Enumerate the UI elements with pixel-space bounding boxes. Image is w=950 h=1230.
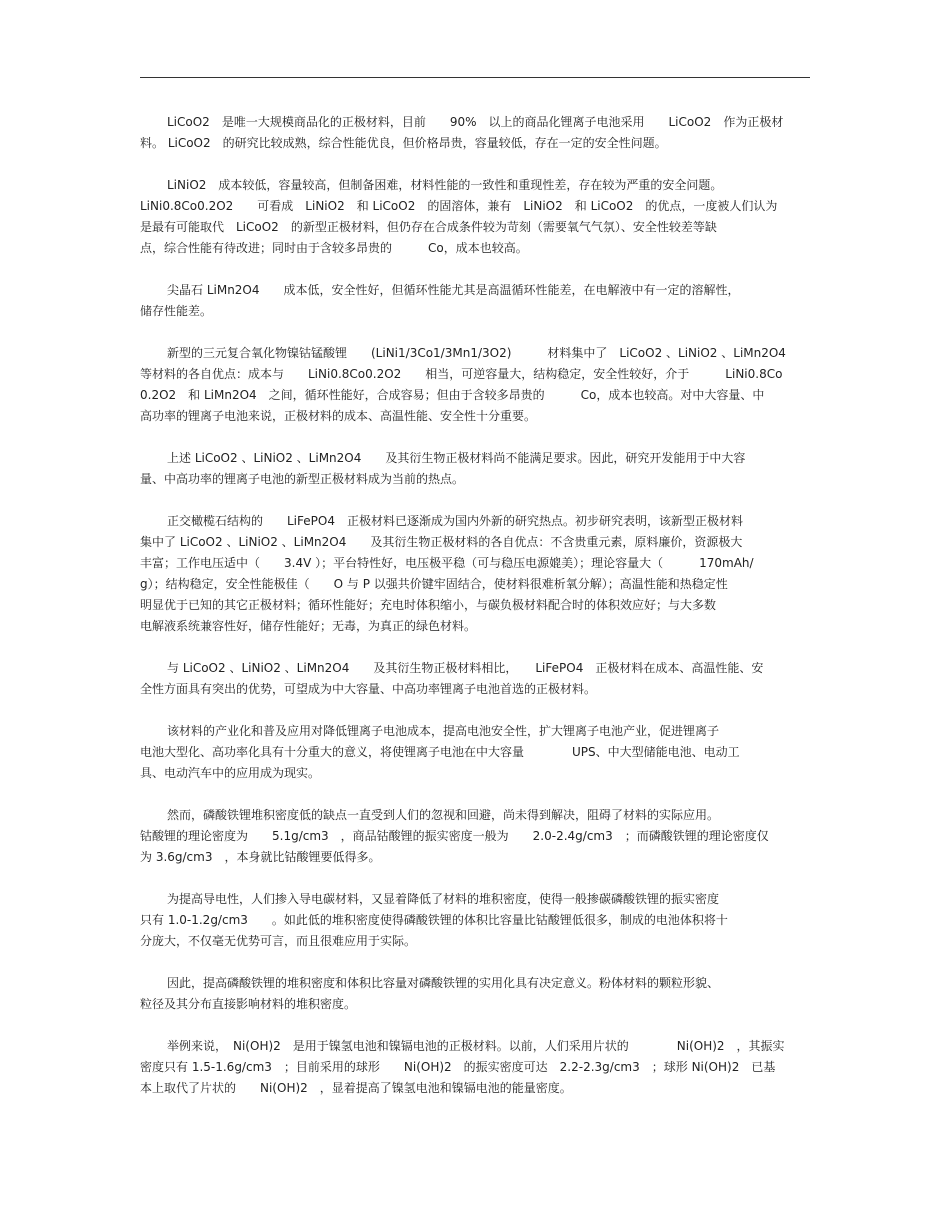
paragraph-lifepo4: [140, 511, 810, 637]
text-line: 该材料的产业化和普及应用对降低锂离子电池成本，提高电池安全性，扩大锂离子电池产业，促进锂离子: [167, 724, 720, 738]
text-line: 与 LiCoO2 、LiNiO2 、LiMn2O4 及其衍生物正极材料相比， LiFePO4 正极材料在成本、高温性能、安: [167, 661, 764, 675]
text-line: 具、电动汽车中的应用成为现实。: [140, 766, 321, 780]
document-body: [140, 112, 810, 1120]
text-line: 量、中高功率的锂离子电池的新型正极材料成为当前的热点。: [140, 472, 465, 486]
text-line: 高功率的锂离子电池来说，正极材料的成本、高温性能、安全性十分重要。: [140, 409, 537, 423]
text-line: 储存性能差。: [140, 304, 213, 318]
text-line: 为提高导电性，人们掺入导电碳材料，又显着降低了材料的堆积密度，使得一般掺碳磷酸铁锂的振实密度: [167, 892, 720, 906]
text-line: 上述 LiCoO2 、LiNiO2 、LiMn2O4 及其衍生物正极材料尚不能满足要求。因此，研究开发能用于中大容: [167, 451, 746, 465]
paragraph-nioh2-example: [140, 1036, 810, 1099]
text-line: 举例来说， Ni(OH)2 是用于镍氢电池和镍镉电池的正极材料。以前，人们采用片状的 Ni(OH)2 ，其振实: [167, 1039, 785, 1053]
header-rule: [140, 77, 810, 78]
paragraph-limn2o4: [140, 280, 810, 322]
text-line: 全性方面具有突出的优势，可望成为中大容量、中高功率锂离子电池首选的正极材料。: [140, 682, 597, 696]
text-line: 粒径及其分布直接影响材料的堆积密度。: [140, 997, 357, 1011]
text-line: LiNi0.8Co0.2O2 可看成 LiNiO2 和 LiCoO2 的固溶体，兼有 LiNiO2 和 LiCoO2 的优点，一度被人们认为: [140, 199, 778, 213]
text-line: 电池大型化、高功率化具有十分重大的意义，将使锂离子电池在中大容量 UPS、中大型储能电池、电动工: [140, 745, 740, 759]
paragraph-density-problem: [140, 805, 810, 868]
text-line: 是最有可能取代 LiCoO2 的新型正极材料，但仍存在合成条件较为苛刻（需要氧气气氛）、安全性较差等缺: [140, 220, 717, 234]
text-line: 钴酸锂的理论密度为 5.1g/cm3 ，商品钴酸锂的振实密度一般为 2.0-2.4g/cm3 ；而磷酸铁锂的理论密度仅: [140, 829, 769, 843]
text-line: 丰富；工作电压适中（ 3.4V ）；平台特性好，电压极平稳（可与稳压电源媲美）；理论容量大（ 170mAh/: [140, 556, 754, 570]
text-line: 为 3.6g/cm3 ，本身就比钴酸锂要低得多。: [140, 850, 381, 864]
text-line: 只有 1.0-1.2g/cm3 。如此低的堆积密度使得磷酸铁锂的体积比容量比钴酸锂低很多，制成的电池体积将十: [140, 913, 728, 927]
text-line: 0.2O2 和 LiMn2O4 之间，循环性能好，合成容易；但由于含较多昂贵的 Co，成本也较高。对中大容量、中: [140, 388, 765, 402]
text-line: 因此，提高磷酸铁锂的堆积密度和体积比容量对磷酸铁锂的实用化具有决定意义。粉体材料的颗粒形貌、: [167, 976, 720, 990]
text-line: 明显优于已知的其它正极材料；循环性能好；充电时体积缩小，与碳负极材料配合时的体积效应好；与大多数: [140, 598, 717, 612]
paragraph-ternary: [140, 343, 810, 427]
paragraph-comparison: [140, 658, 810, 700]
text-line: 然而，磷酸铁锂堆积密度低的缺点一直受到人们的忽视和回避，尚未得到解决，阻碍了材料的实际应用。: [167, 808, 720, 822]
text-line: 集中了 LiCoO2 、LiNiO2 、LiMn2O4 及其衍生物正极材料的各自优点：不含贵重元素，原料廉价，资源极大: [140, 535, 743, 549]
text-line: 新型的三元复合氧化物镍钴锰酸锂 (LiNi1/3Co1/3Mn1/3O2) 材料集中了 LiCoO2 、LiNiO2 、LiMn2O4: [167, 346, 786, 360]
paragraph-licoo2: [140, 112, 810, 154]
text-line: 正交橄榄石结构的 LiFePO4 正极材料已逐渐成为国内外新的研究热点。初步研究表明，该新型正极材料: [167, 514, 743, 528]
paragraph-linio2: [140, 175, 810, 259]
text-line: 尖晶石 LiMn2O4 成本低，安全性好，但循环性能尤其是高温循环性能差，在电解液中有一定的溶解性，: [167, 283, 740, 297]
paragraph-requirements: [140, 448, 810, 490]
text-line: 点，综合性能有待改进；同时由于含较多昂贵的 Co，成本也较高。: [140, 241, 528, 255]
text-line: LiNiO2 成本较低，容量较高，但制备困难，材料性能的一致性和重现性差，存在较为严重的安全问题。: [167, 178, 723, 192]
text-line: LiCoO2 是唯一大规模商品化的正极材料，目前 90% 以上的商品化锂离子电池采用 LiCoO2 作为正极材: [167, 115, 784, 129]
text-line: 料。 LiCoO2 的研究比较成熟，综合性能优良，但价格昂贵，容量较低，存在一定的安全性问题。: [140, 136, 667, 150]
text-line: 电解液系统兼容性好，储存性能好；无毒，为真正的绿色材料。: [140, 619, 477, 633]
paragraph-significance: [140, 973, 810, 1015]
paragraph-carbon-doping: [140, 889, 810, 952]
text-line: 密度只有 1.5-1.6g/cm3 ；目前采用的球形 Ni(OH)2 的振实密度可达 2.2-2.3g/cm3 ；球形 Ni(OH)2 已基: [140, 1060, 776, 1074]
text-line: 等材料的各自优点：成本与 LiNi0.8Co0.2O2 相当，可逆容量大，结构稳定，安全性较好，介于 LiNi0.8Co: [140, 367, 783, 381]
paragraph-industrialization: [140, 721, 810, 784]
text-line: 本上取代了片状的 Ni(OH)2 ，显着提高了镍氢电池和镍镉电池的能量密度。: [140, 1081, 572, 1095]
text-line: g）；结构稳定，安全性能极佳（ O 与 P 以强共价键牢固结合，使材料很难析氧分解）；高温性能和热稳定性: [140, 577, 728, 591]
text-line: 分庞大，不仅毫无优势可言，而且很难应用于实际。: [140, 934, 417, 948]
